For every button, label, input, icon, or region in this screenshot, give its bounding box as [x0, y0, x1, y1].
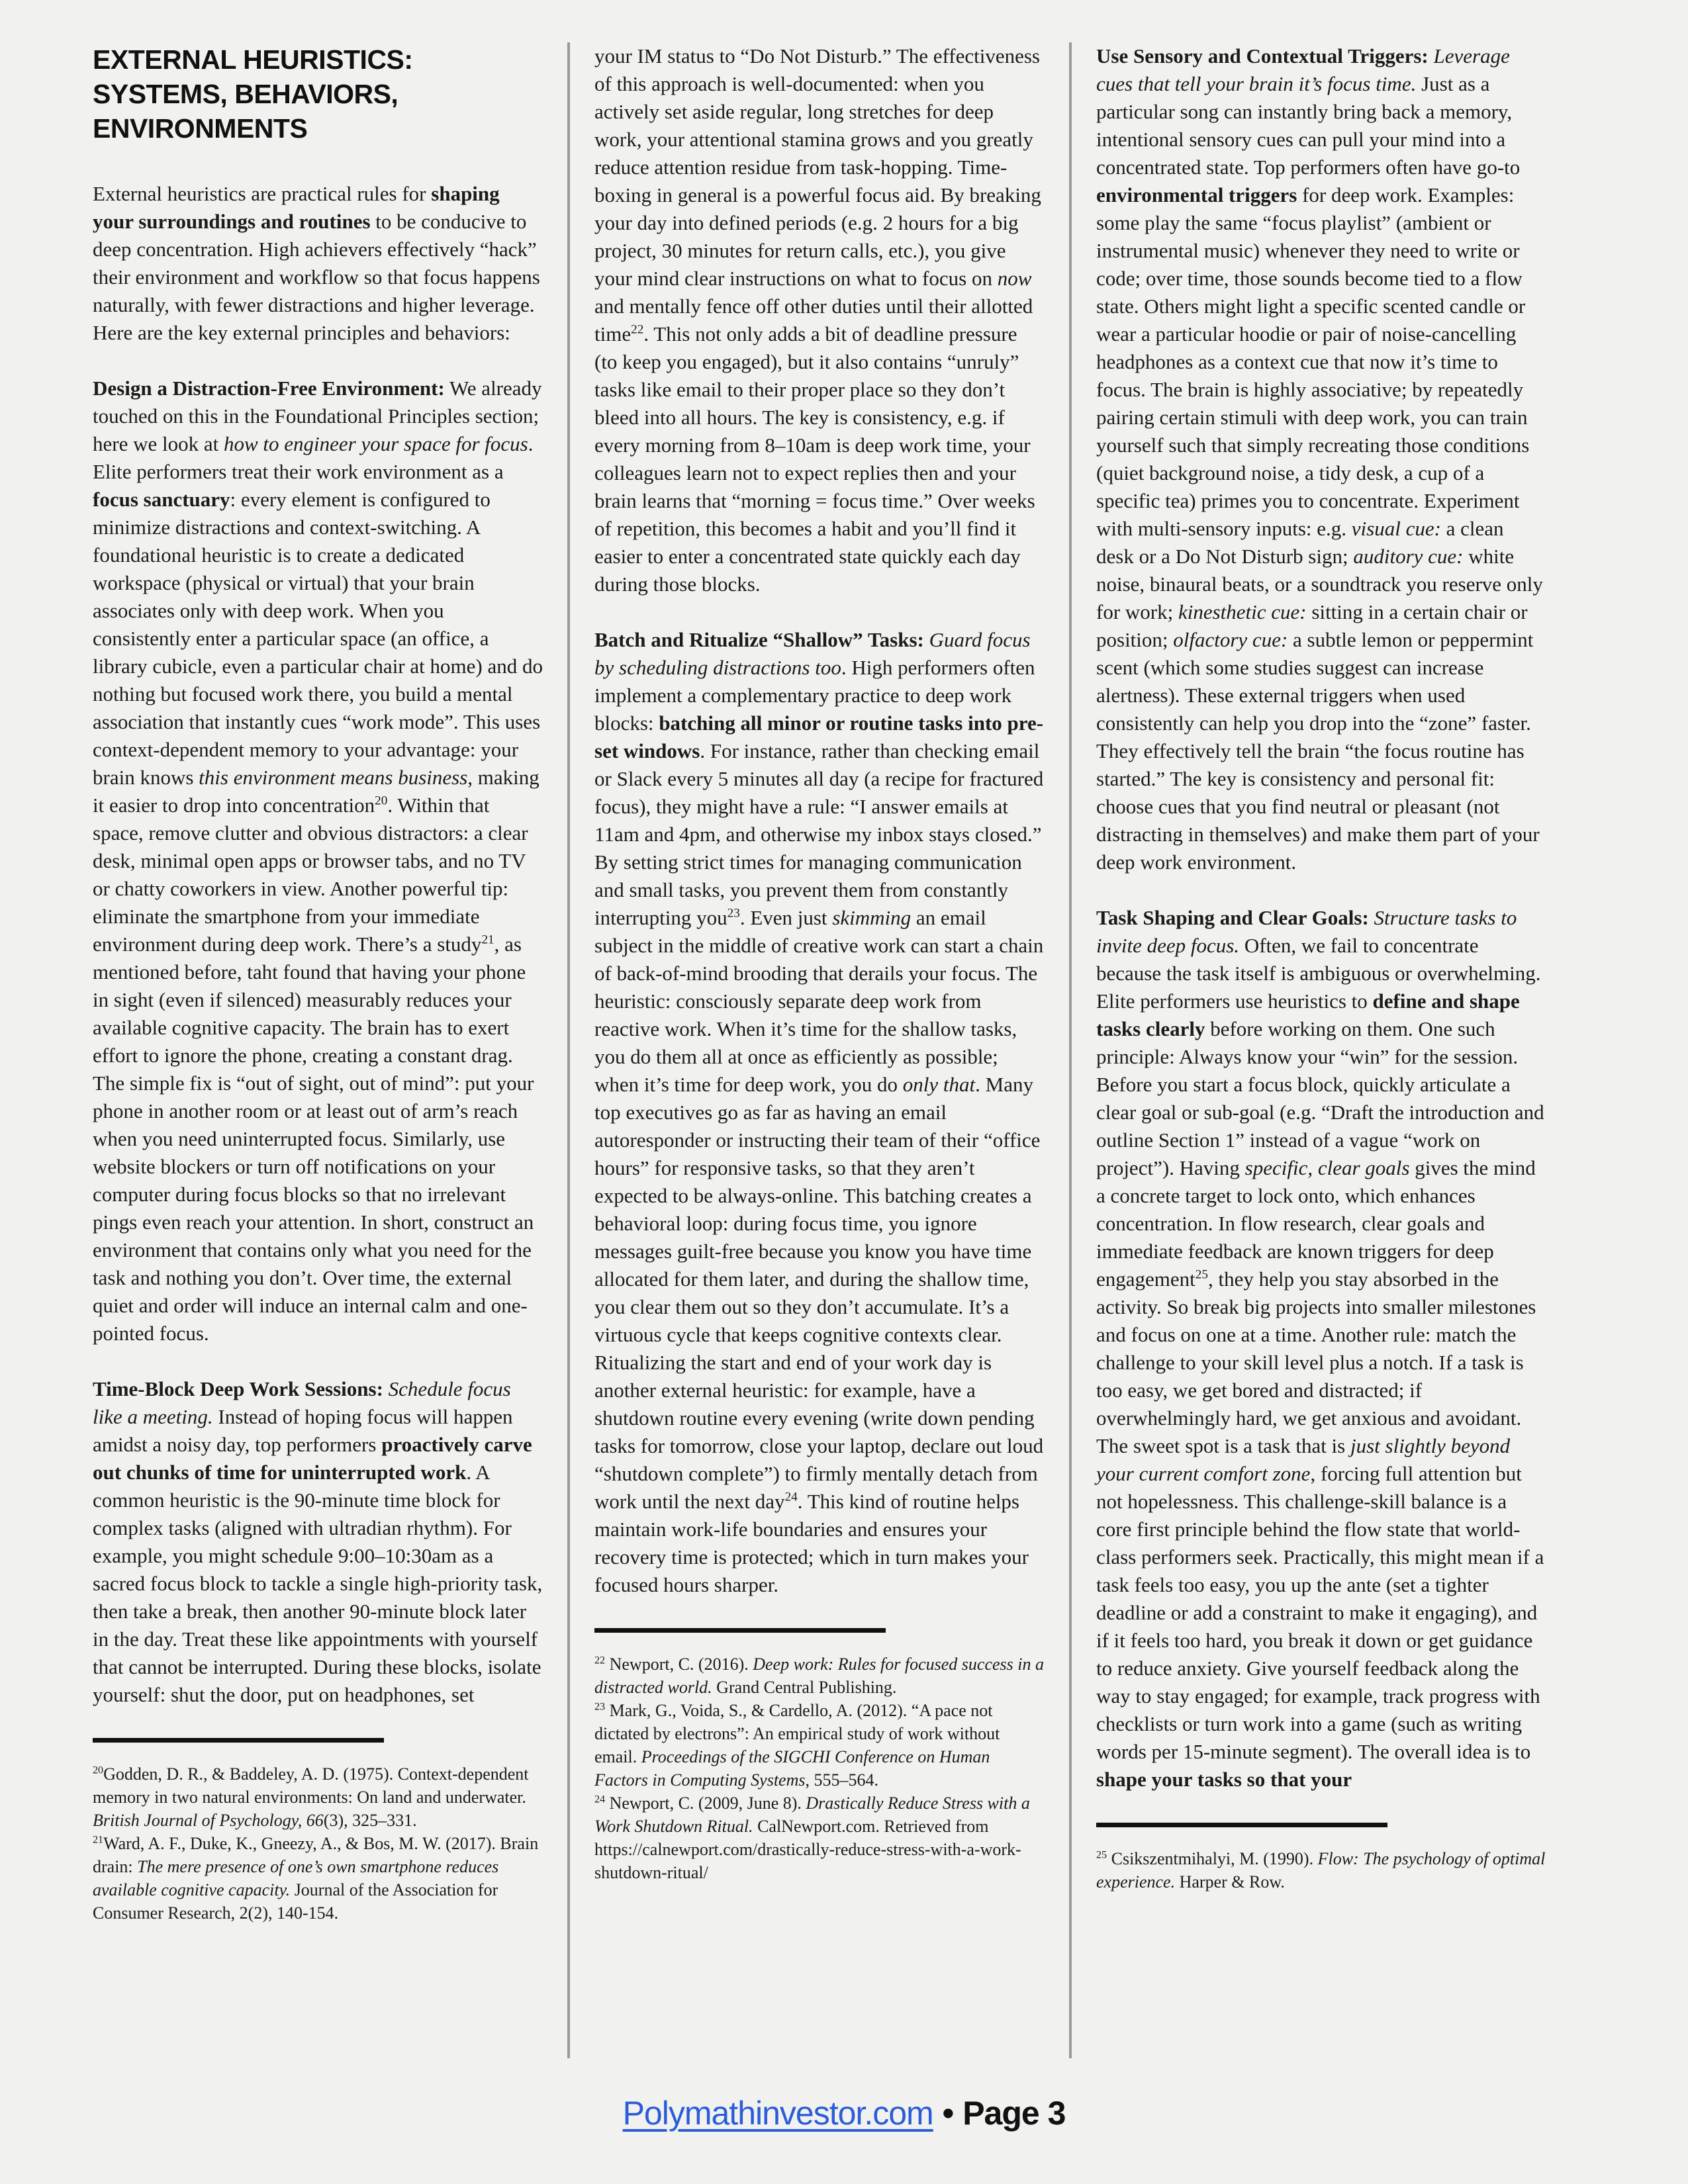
footnote-divider	[594, 1628, 886, 1633]
footnote-21: $^{21}$Ward, A. F., Duke, K., Gneezy, A., & Bos, M. W. (2017). Brain drain: The mere presence of one’s own smartphone reduces available cognitive capacity. Journal of the Association for Consumer Research, 2(2), 140-154.	[93, 1834, 539, 1923]
footnote-25: $^{25}$ Csikszentmihalyi, M. (1990). Flow: The psychology of optimal experience. Harper & Row.	[1096, 1849, 1546, 1891]
paragraph-task-shaping-clear-goals: Task Shaping and Clear Goals: Structure tasks to invite deep focus. Often, we fail to concentrate because the task itself is ambiguous or overwhelming. Elite performers use heuristics to define and shape tasks clearly before working on them. One such principle: Always know your “win” for the session. Before you start a focus block, quickly articulate a clear goal or sub-goal (e.g. “Draft the introduction and outline Section 1” instead of a vague “work on project”). Having specific, clear goals gives the mind a concrete target to lock onto, which enhances concentration. In flow research, clear goals and immediate feedback are known triggers for deep engagement$^{25}$, they help you stay absorbed in the activity. So break big projects into smaller milestones and focus on one at a time. Another rule: match the challenge to your skill level plus a notch. If a task is too easy, we get bored and distracted; if overwhelmingly hard, we get anxious and avoidant. The sweet spot is a task that is just slightly beyond your current comfort zone, forcing full attention but not hopelessness. This challenge-skill balance is a core first principle behind the flow state that world-class performers seek. Practically, this might mean if a task feels too easy, you up the ante (set a tighter deadline or add a constraint to make it engaging), and if it feels too hard, you break it down or get guidance to reduce anxiety. Give yourself feedback along the way to stay engaged; for example, track progress with checklists or turn work into a game (such as writing words per 15-minute segment). The overall idea is to shape your tasks so that your	[1096, 906, 1544, 1791]
footnote-marker: 23	[594, 1701, 606, 1713]
footnotes-section-col2	[594, 1628, 1045, 1884]
page-title: EXTERNAL HEURISTICS: SYSTEMS, BEHAVIORS, ENVIRONMENTS	[93, 44, 413, 144]
column-1	[93, 42, 543, 2058]
footnote-divider	[93, 1738, 384, 1743]
footnote-marker: 24	[594, 1794, 606, 1805]
footnote-22: $^{22}$ Newport, C. (2016). Deep work: Rules for focused success in a distracted world. Grand Central Publishing.	[594, 1655, 1044, 1697]
footnote-marker: 22	[594, 1655, 606, 1666]
footer-bullet-separator: •	[942, 2095, 954, 2132]
column-2	[567, 42, 1045, 2058]
paragraph-sensory-contextual-triggers: Use Sensory and Contextual Triggers: Leverage cues that tell your brain it’s focus time. Just as a particular song can instantly bring back a memory, intentional sensory cues can pull your mind into a concentrated state. Top performers often have go-to environmental triggers for deep work. Examples: some play the same “focus playlist” (ambient or instrumental music) whenever they need to write or code; over time, those sounds become tied to a flow state. Others might light a specific scented candle or wear a particular hoodie or pair of noise-cancelling headphones as a context cue that now it’s time to focus. The brain is highly associative; by repeatedly pairing certain stimuli with deep work, you can train yourself such that simply recreating those conditions (quiet background noise, a tidy desk, a cup of a specific tea) primes you to concentrate. Experiment with multi-sensory inputs: e.g. visual cue: a clean desk or a Do Not Disturb sign; auditory cue: white noise, binaural beats, or a soundtrack you reserve only for work; kinesthetic cue: sitting in a certain chair or position; olfactory cue: a subtle lemon or peppermint scent (which some studies suggest can increase alertness). These external triggers when used consistently can help you drop into the “zone” faster. They effectively tell the brain “the focus routine has started.” The key is consistency and personal fit: choose cues that you find neutral or pleasant (not distracting in themselves) and make them part of your deep work environment.	[1096, 44, 1543, 874]
column-3	[1069, 42, 1546, 2058]
paragraph-intro: External heuristics are practical rules for shaping your surroundings and routines to be conducive to deep concentration. High achievers effectively “hack” their environment and workflow so that focus happens naturally, with fewer distractions and higher leverage. Here are the key external principles and behaviors:	[93, 182, 540, 344]
footnote-23: $^{23}$ Mark, G., Voida, S., & Cardello, A. (2012). “A pace not dictated by electrons”: An empirical study of work without email. Proceedings of the SIGCHI Conference on Human Factors in Computing Systems, 555–564.	[594, 1701, 1000, 1790]
page-footer	[0, 2094, 1688, 2132]
paragraph-time-block-continued: your IM status to “Do Not Disturb.” The effectiveness of this approach is well-documented: when you actively set aside regular, long stretches for deep work, your attentional stamina grows and you greatly reduce attention residue from task-hopping. Time-boxing in general is a powerful focus aid. By breaking your day into defined periods (e.g. 2 hours for a big project, 30 minutes for return calls, etc.), you give your mind clear instructions on what to focus on now and mentally fence off other duties until their allotted time$^{22}$. This not only adds a bit of deadline pressure (to keep you engaged), but it also contains “unruly” tasks like email to their proper place so they don’t bleed into all hours. The key is consistency, e.g. if every morning from 8–10am is deep work time, your colleagues learn not to expect replies then and your brain learns that “morning = focus time.” Over weeks of repetition, this becomes a habit and you’ll find it easier to enter a concentrated state quickly each day during those blocks.	[594, 44, 1041, 596]
footer-page-number: Page 3	[962, 2095, 1066, 2132]
footer-site-link[interactable]: Polymathinvestor.com	[622, 2095, 933, 2132]
paragraph-batch-ritualize-shallow-tasks: Batch and Ritualize “Shallow” Tasks: Guard focus by scheduling distractions too. High performers often implement a complementary practice to deep work blocks: batching all minor or routine tasks into pre-set windows. For instance, rather than checking email or Slack every 5 minutes all day (a recipe for fractured focus), they might have a rule: “I answer emails at 11am and 4pm, and otherwise my inbox stays closed.” By setting strict times for managing communication and small tasks, you prevent them from constantly interrupting you$^{23}$. Even just skimming an email subject in the middle of creative work can start a chain of back-of-mind brooding that derails your focus. The heuristic: consciously separate deep work from reactive work. When it’s time for the shallow tasks, you do them all at once as efficiently as possible; when it’s time for deep work, you do only that. Many top executives go as far as having an email autoresponder or instructing their team of their “office hours” for responsive tasks, so that they aren’t expected to be always-online. This batching creates a behavioral loop: during focus time, you ignore messages guilt-free because you know you have time allocated for them later, and during the shallow time, you clear them out so they don’t accumulate. It’s a virtuous cycle that keeps cognitive contexts clear. Ritualizing the start and end of your work day is another external heuristic: for example, have a shutdown routine every evening (write down pending tasks for tomorrow, close your laptop, declare out loud “shutdown complete”) to firmly mentally detach from work until the next day$^{24}$. This kind of routine helps maintain work-life boundaries and ensures your recovery time is protected; which in turn makes your focused hours sharper.	[594, 628, 1044, 1596]
footnote-20: $^{20}$Godden, D. R., & Baddeley, A. D. (1975). Context-dependent memory in two natural environments: On land and underwater. British Journal of Psychology, 66(3), 325–331.	[93, 1764, 529, 1830]
footnote-marker: 25	[1096, 1849, 1107, 1861]
paragraph-distraction-free-environment: Design a Distraction-Free Environment: We already touched on this in the Foundational Principles section; here we look at how to engineer your space for focus. Elite performers treat their work environment as a focus sanctuary: every element is configured to minimize distractions and context-switching. A foundational heuristic is to create a dedicated workspace (physical or virtual) that your brain associates only with deep work. When you consistently enter a particular space (an office, a library cubicle, even a particular chair at home) and do nothing but focused work there, you build a mental association that instantly cues “work mode”. This uses context-dependent memory to your advantage: your brain knows this environment means business, making it easier to drop into concentration$^{20}$. Within that space, remove clutter and obvious distractors: a clear desk, minimal open apps or browser tabs, and no TV or chatty coworkers in view. Another powerful tip: eliminate the smartphone from your immediate environment during deep work. There’s a study$^{21}$, as mentioned before, taht found that having your phone in sight (even if silenced) measurably reduces your available cognitive capacity. The brain has to exert effort to ignore the phone, creating a constant drag. The simple fix is “out of sight, out of mind”: put your phone in another room or at least out of arm’s reach when you need uninterrupted focus. Similarly, use website blockers or turn off notifications on your computer during focus blocks so that no irrelevant pings even reach your attention. In short, construct an environment that contains only what you need for the task and nothing you don’t. Over time, the external quiet and order will induce an internal calm and one-pointed focus.	[93, 377, 543, 1345]
footnote-marker: 20	[93, 1764, 104, 1776]
footnotes-section-col3	[1096, 1823, 1546, 1893]
footnotes-section-col1	[93, 1738, 543, 1925]
footnote-marker: 21	[93, 1834, 104, 1846]
footnote-divider	[1096, 1823, 1387, 1827]
footnote-24: $^{24}$ Newport, C. (2009, June 8). Drastically Reduce Stress with a Work Shutdown Ritual. CalNewport.com. Retrieved from https://calnewport.com/drastically-reduce-stress-with-a-work-shutdown-ritual/	[594, 1794, 1030, 1882]
paragraph-time-block-sessions: Time-Block Deep Work Sessions: Schedule focus like a meeting. Instead of hoping focus will happen amidst a noisy day, top performers proactively carve out chunks of time for uninterrupted work. A common heuristic is the 90-minute time block for complex tasks (aligned with ultradian rhythm). For example, you might schedule 9:00–10:30am as a sacred focus block to tackle a single high-priority task, then take a break, then another 90-minute block later in the day. Treat these like appointments with yourself that cannot be interrupted. During these blocks, isolate yourself: shut the door, put on headphones, set	[93, 1377, 543, 1706]
